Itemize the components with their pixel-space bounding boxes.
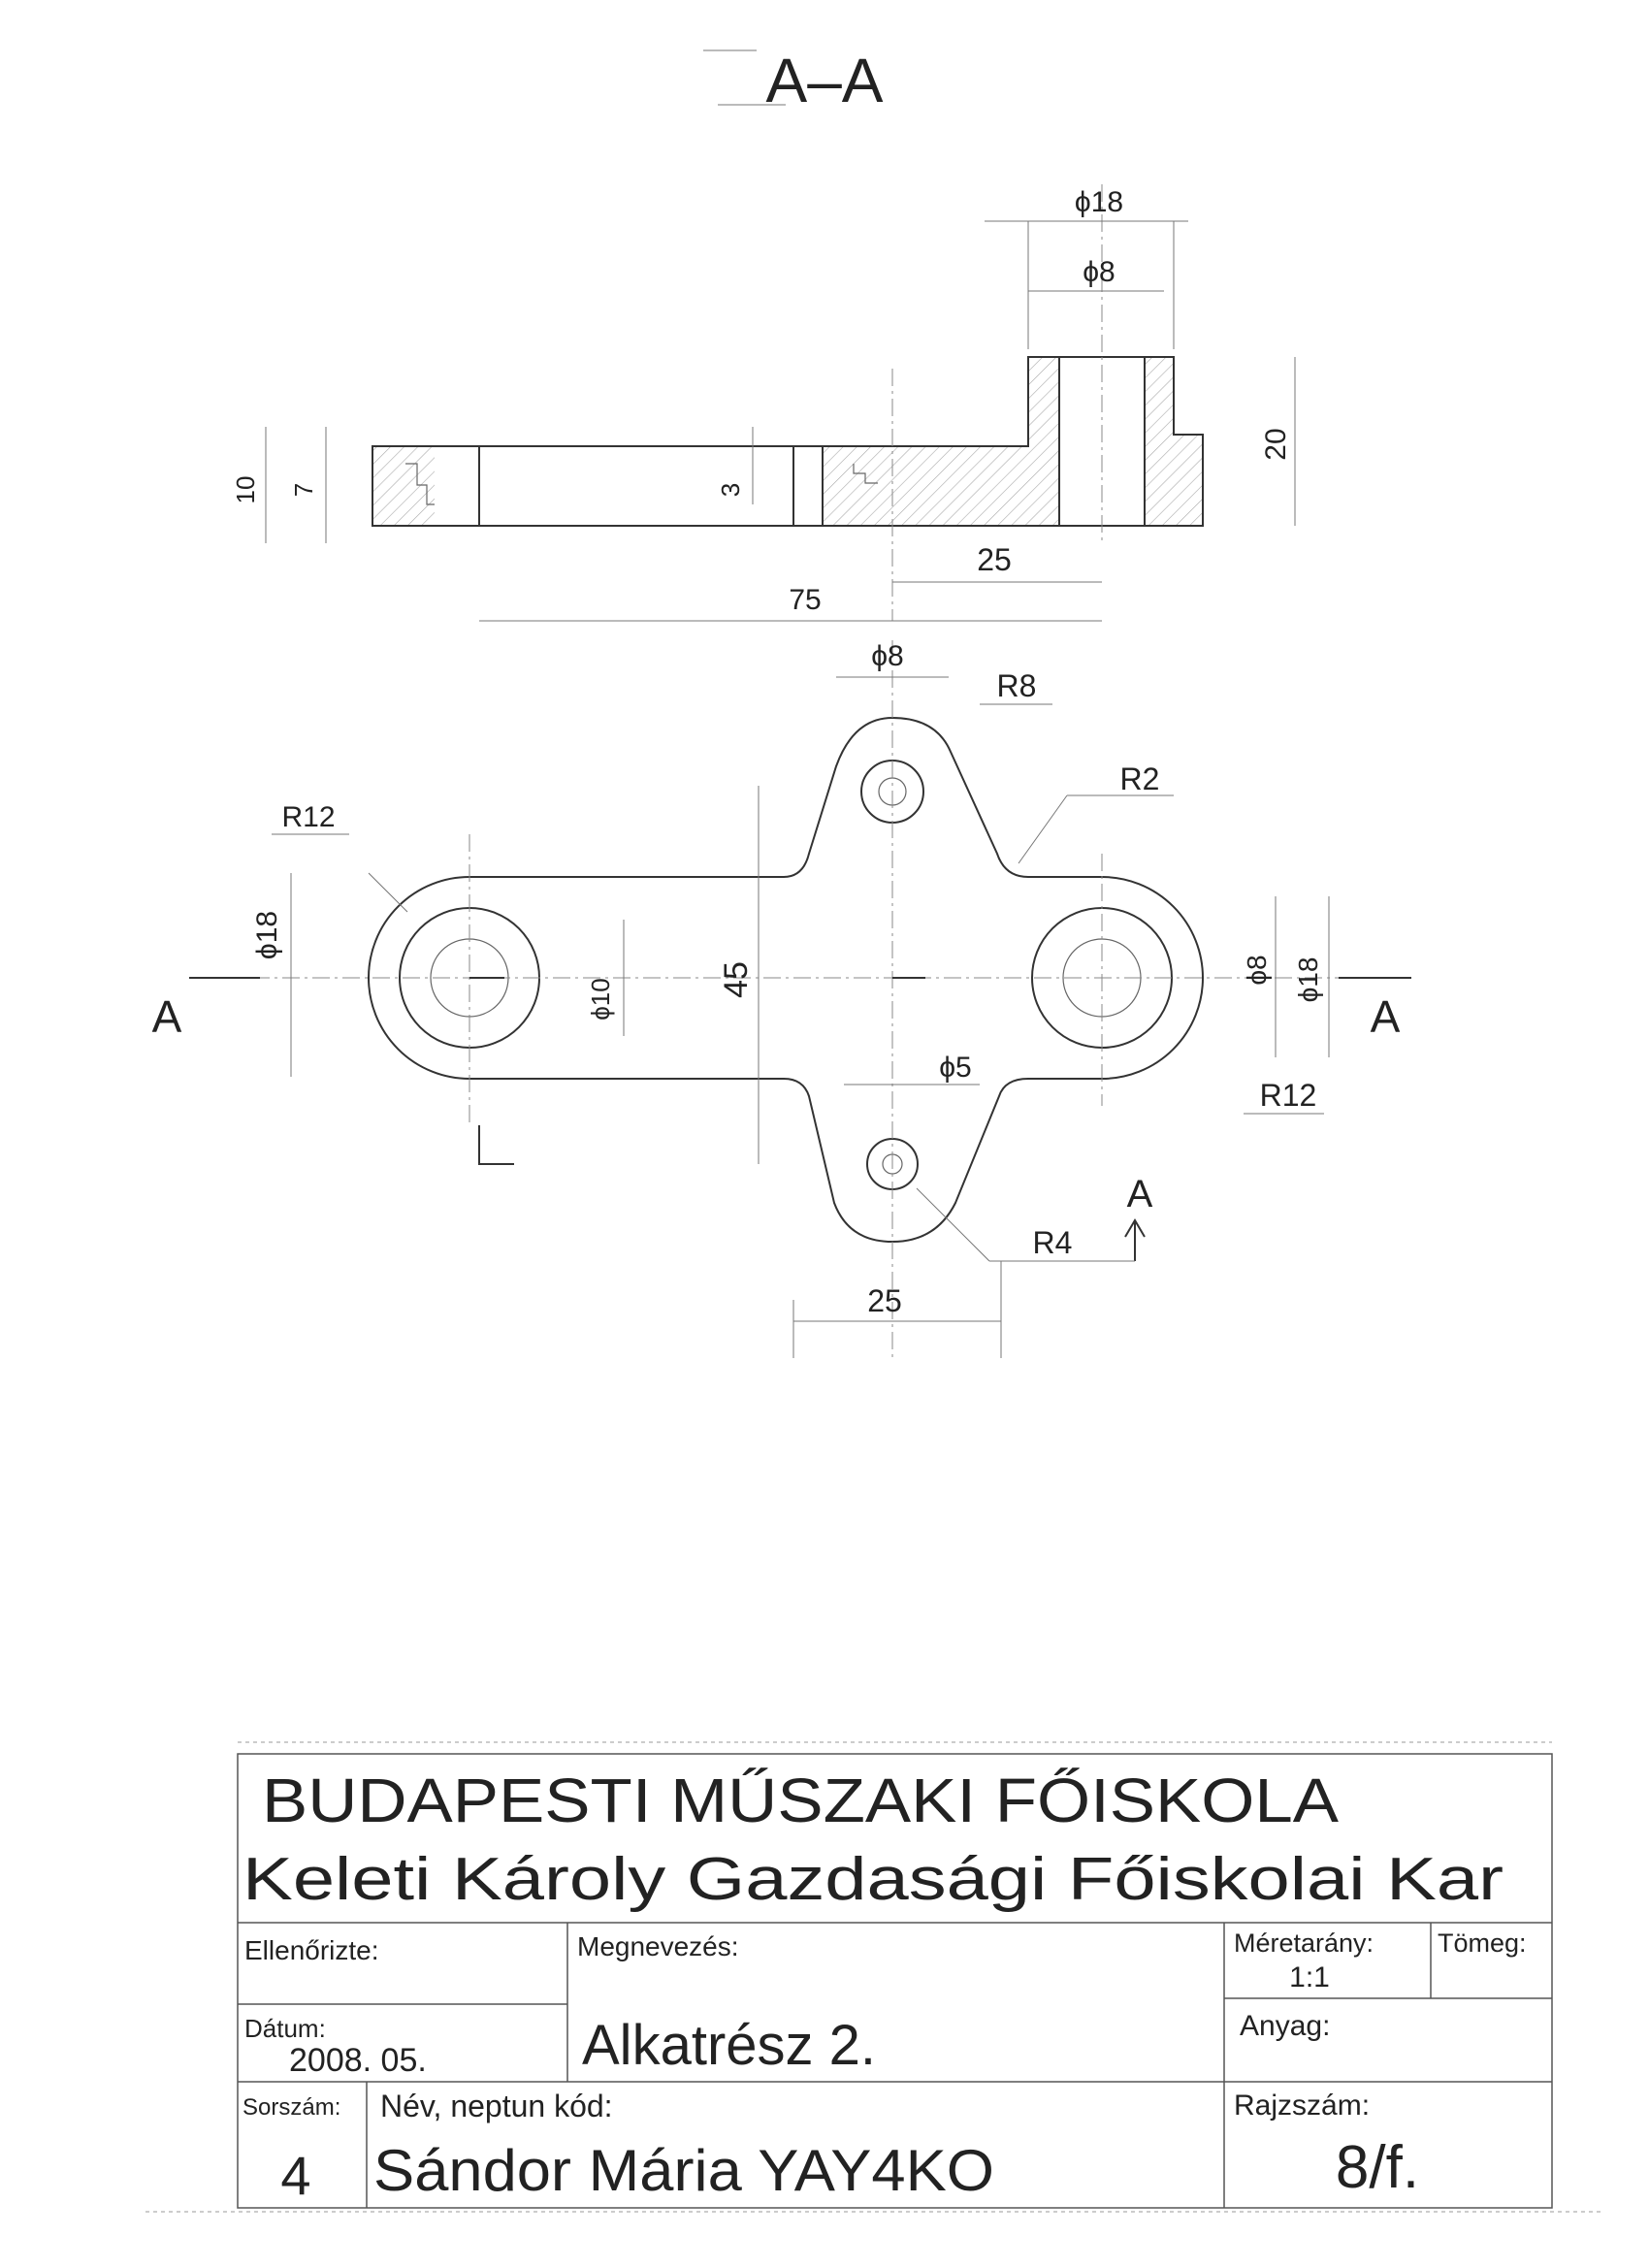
dim-r2: R2: [1119, 761, 1160, 796]
plan-view: [152, 640, 1411, 1358]
drawing-no-label: Rajzszám:: [1234, 2090, 1371, 2122]
dim-d5: ϕ5: [939, 1052, 972, 1084]
material-label: Anyag:: [1240, 2010, 1331, 2042]
section-mark-right: A: [1370, 991, 1401, 1042]
section-title: A–A: [765, 46, 884, 115]
section-mark-left: A: [151, 991, 182, 1042]
dim-r12-right: R12: [1259, 1078, 1317, 1113]
drawing-no-value: 8/f.: [1335, 2134, 1420, 2201]
student-value: Sándor Mária YAY4KO: [373, 2138, 994, 2203]
dim-r12-left: R12: [281, 801, 336, 833]
institution-name: BUDAPESTI MŰSZAKI FŐISKOLA: [262, 1766, 1340, 1835]
plan-dimensions: [251, 640, 1329, 1358]
section-view: [231, 46, 1295, 621]
dim-l45: 45: [718, 961, 755, 998]
dim-h3: 3: [716, 482, 745, 498]
scale-value: 1:1: [1289, 1961, 1330, 1993]
dim-l25-bottom: 25: [867, 1283, 902, 1318]
checked-label: Ellenőrizte:: [244, 1935, 379, 1965]
dim-d10: ϕ10: [586, 978, 615, 1021]
section-body: [372, 357, 1203, 526]
mass-label: Tömeg:: [1438, 1928, 1527, 1958]
student-label: Név, neptun kód:: [380, 2089, 613, 2123]
dim-d18-right: ϕ18: [1293, 956, 1323, 1003]
serial-value: 4: [280, 2145, 311, 2206]
dim-d8-right: ϕ8: [1242, 955, 1272, 986]
dim-h10: 10: [231, 475, 260, 504]
part-name: Alkatrész 2.: [582, 2014, 876, 2077]
dim-r4: R4: [1032, 1225, 1073, 1260]
dim-d8-section: ϕ8: [1083, 256, 1116, 288]
dim-d18-left: ϕ18: [251, 910, 283, 960]
date-value: 2008. 05.: [289, 2042, 427, 2079]
date-label: Dátum:: [244, 2014, 326, 2043]
dim-h7: 7: [289, 482, 318, 498]
scale-label: Méretarány:: [1234, 1928, 1374, 1958]
section-mark-arrow: A: [1126, 1173, 1153, 1215]
dim-l75: 75: [789, 584, 822, 616]
name-label: Megnevezés:: [577, 1931, 739, 1961]
dim-h20: 20: [1260, 428, 1292, 461]
dim-r8: R8: [996, 668, 1037, 703]
title-block: [146, 1742, 1600, 2212]
faculty-name: Keleti Károly Gazdasági Főiskolai Kar: [242, 1846, 1504, 1913]
dim-d18-section: ϕ18: [1074, 186, 1124, 218]
section-dimensions: [231, 186, 1295, 621]
serial-label: Sorszám:: [242, 2094, 341, 2121]
dim-l25-section: 25: [977, 542, 1012, 577]
dim-d8-top: ϕ8: [871, 640, 904, 672]
